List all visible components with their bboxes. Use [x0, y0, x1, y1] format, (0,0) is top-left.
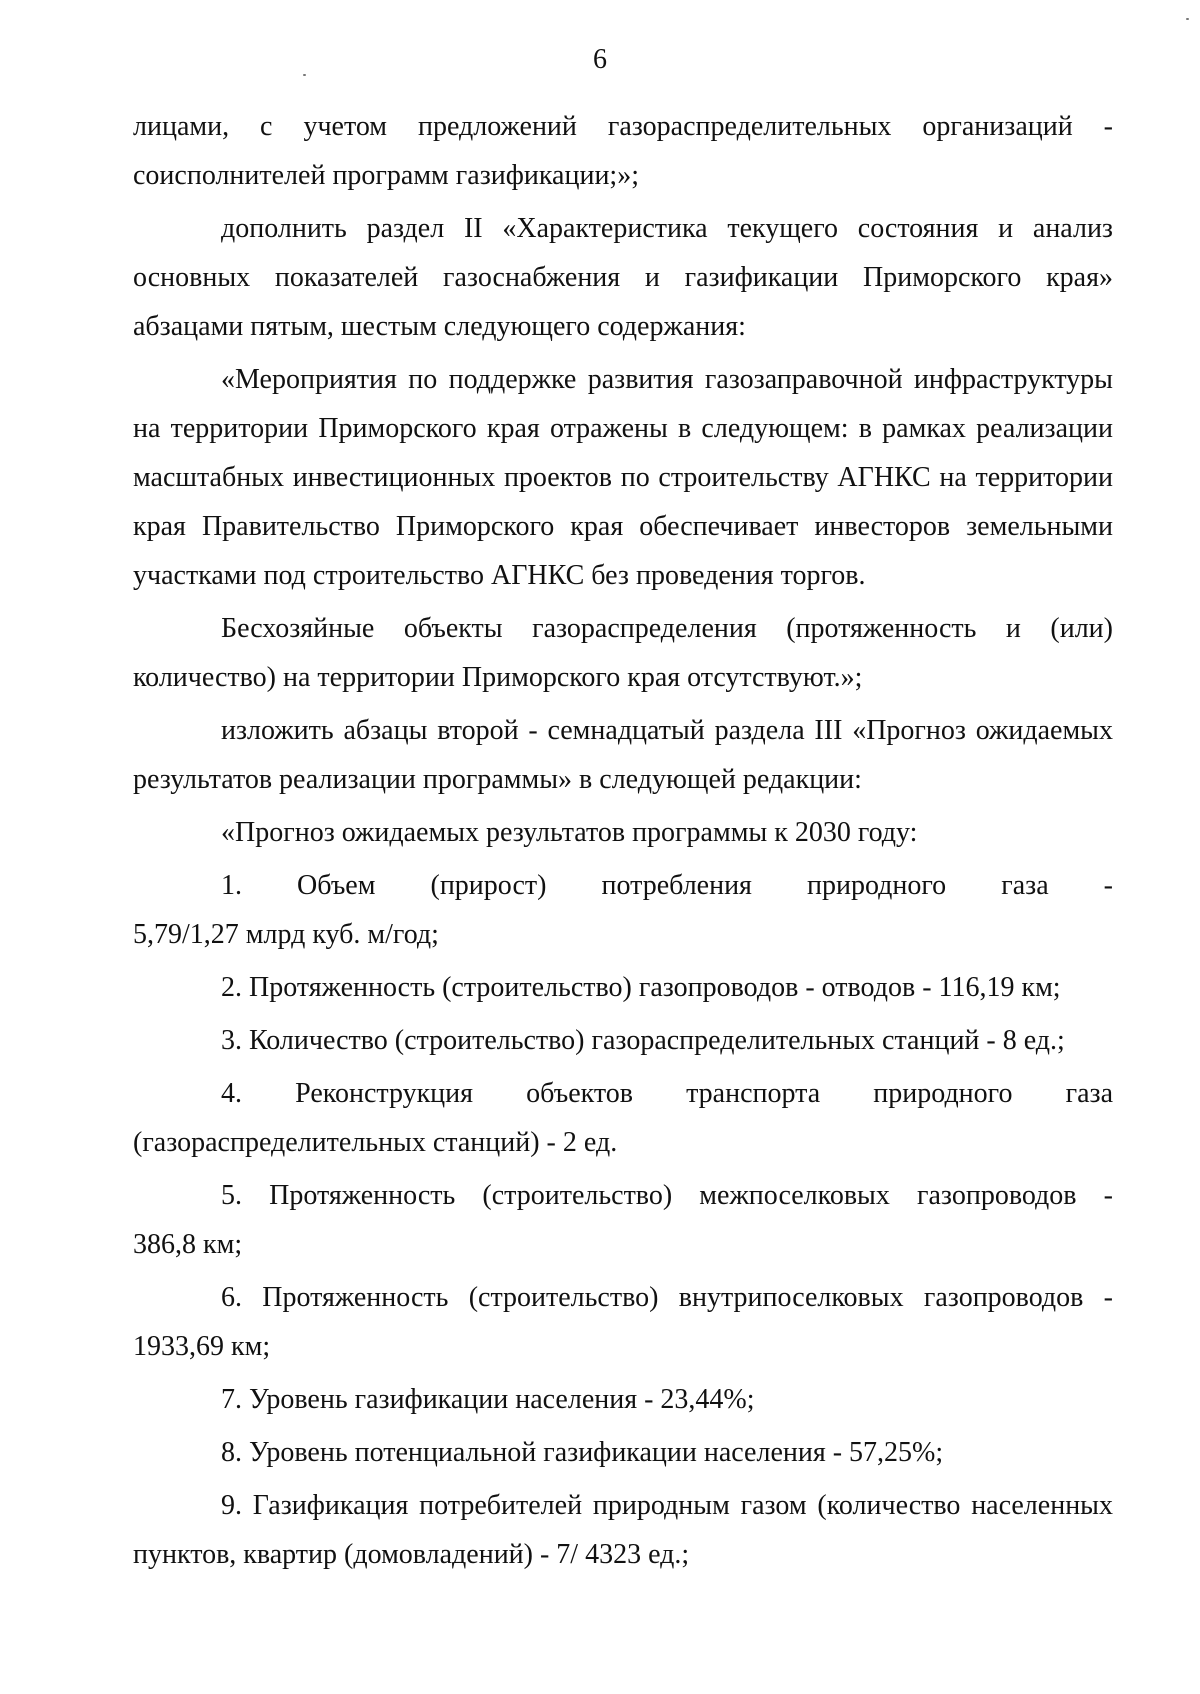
list-item-2: 2. Протяженность (строительство) газопроводов - отводов - 116,19 км;	[221, 972, 1061, 1003]
page-number: 6	[593, 44, 607, 75]
paragraph-amend-section-3: изложить абзацы второй - семнадцатый раздела III «Прогноз ожидаемых результатов реализации программы» в следующей редакции:	[133, 715, 1113, 795]
list-item-6-line1: 6. Протяженность (строительство) внутрипоселковых газопроводов -	[221, 1282, 1113, 1313]
list-item-1-line2: 5,79/1,27 млрд куб. м/год;	[133, 919, 439, 950]
paragraph-ownerless-objects: Бесхозяйные объекты газораспределения (протяженность и (или) количество) на территории Приморского края отсутствуют.»;	[133, 613, 1113, 693]
list-item-8: 8. Уровень потенциальной газификации населения - 57,25%;	[221, 1437, 944, 1468]
scan-speck	[1186, 18, 1189, 20]
scan-speck	[303, 74, 306, 76]
paragraph-continuation-line: лицами, с учетом предложений газораспределительных организаций -	[133, 111, 1113, 142]
list-item-1-line1: 1. Объем (прирост) потребления природного газа -	[221, 870, 1113, 901]
paragraph-gas-infrastructure: «Мероприятия по поддержке развития газозаправочной инфраструктуры на территории Приморского края отражены в следующем: в рамках реализации масштабных инвестиционных проектов по строительству АГНКС на территории края Правительство Приморского края обеспечивает инвесторов земельными участками под строительство АГНКС без проведения торгов.	[133, 364, 1113, 591]
list-item-5-line1: 5. Протяженность (строительство) межпоселковых газопроводов -	[221, 1180, 1113, 1211]
list-item-4-line1: 4. Реконструкция объектов транспорта природного газа	[221, 1078, 1113, 1109]
list-item-6-line2: 1933,69 км;	[133, 1331, 271, 1362]
list-item-7: 7. Уровень газификации населения - 23,44%;	[221, 1384, 755, 1415]
list-item-3: 3. Количество (строительство) газораспределительных станций - 8 ед.;	[221, 1025, 1065, 1056]
paragraph-continuation-line: соисполнителей программ газификации;»;	[133, 160, 639, 191]
document-body	[133, 102, 1113, 1583]
paragraph-amend-section-2: дополнить раздел II «Характеристика текущего состояния и анализ основных показателей газоснабжения и газификации Приморского края» абзацами пятым, шестым следующего содержания:	[133, 213, 1113, 342]
list-item-5-line2: 386,8 км;	[133, 1229, 243, 1260]
list-item-9: 9. Газификация потребителей природным газом (количество населенных пунктов, квартир (домовладений) - 7/ 4323 ед.;	[133, 1490, 1113, 1570]
paragraph-forecast-heading: «Прогноз ожидаемых результатов программы к 2030 году:	[221, 817, 918, 848]
list-item-4-line2: (газораспределительных станций) - 2 ед.	[133, 1127, 618, 1158]
